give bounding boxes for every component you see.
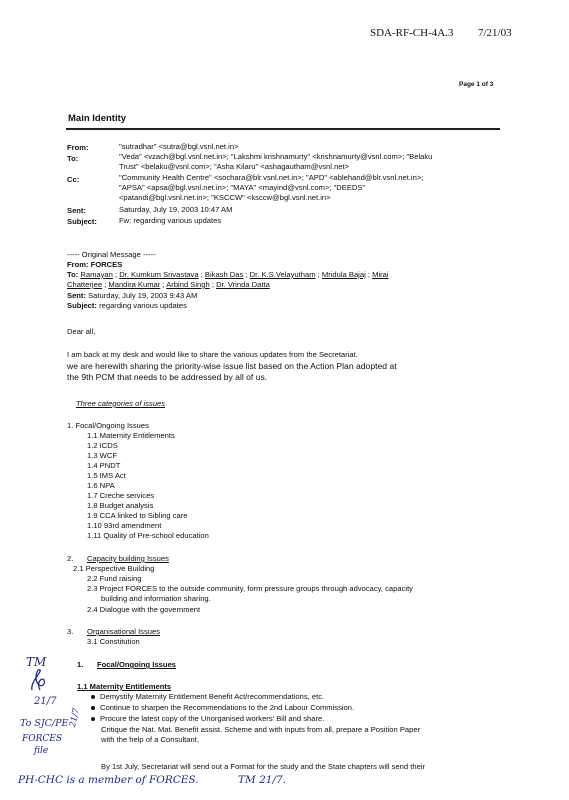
section-1-number: 1. [77, 660, 84, 669]
original-to: To: Ramayan ; Dr. Kumkum Srivastava ; Bikash Das ; Dr. K.S.Velayutham ; Mridula Bajaj ; Mirai [67, 270, 389, 279]
handwritten-initials: TM [26, 655, 47, 669]
handwritten-routing: To SJC/PE [20, 718, 69, 729]
list-item: 1.3 WCF [87, 451, 117, 460]
handwritten-file: file [34, 746, 49, 756]
bullet-icon [91, 695, 95, 699]
original-subject-value: regarding various updates [99, 301, 187, 310]
category-2-title: Capacity building Issues [87, 554, 169, 563]
section-1-1-title: 1.1 Maternity Entitlements [77, 682, 172, 691]
original-to-line-2: Chatterjee ; Mandira Kumar ; Arbind Singh ; Dr. Vrinda Datta [67, 280, 270, 289]
recipient-link[interactable]: Arbind Singh [166, 280, 210, 289]
list-item: 2.2 Fund raising [87, 574, 142, 583]
list-item: 1.8 Budget analysis [87, 501, 154, 510]
cc-value-3: <patandi@bgl.vsnl.net.in>; "KSCCW" <ksccw@bgl.vsnl.net.in> [119, 193, 331, 202]
list-item: 2.1 Perspective Building [73, 564, 155, 573]
from-label: From: [67, 143, 89, 152]
recipient-link[interactable]: Bikash Das [204, 270, 244, 279]
original-message-marker: ----- Original Message ----- [67, 250, 156, 259]
list-item: 1.10 93rd amendment [87, 521, 162, 530]
categories-heading: Three categories of issues [76, 399, 166, 408]
subject-label: Subject: [67, 217, 97, 226]
recipient-link[interactable]: Dr. K.S.Velayutham [249, 270, 316, 279]
section-1-title: Focal/Ongoing Issues [97, 660, 176, 669]
document-date: 7/21/03 [478, 27, 512, 39]
list-item: 1.7 Creche services [87, 491, 155, 500]
bullet-icon [91, 706, 95, 710]
list-item: 1.6 NPA [87, 481, 115, 490]
original-subject-label: Subject: [67, 301, 97, 310]
original-subject [67, 301, 187, 310]
list-item: 1.4 PNDT [87, 461, 121, 470]
section-1-last-line: By 1st July, Secretariat will send out a Format for the study and the State chapters will send their [101, 762, 426, 771]
recipient-link[interactable]: Mridula Bajaj [321, 270, 366, 279]
to-value-2: Trust" <belaku@vsnl.com>; "Asha Kilaru" <ashagautham@vsnl.net> [119, 162, 350, 171]
list-item: 1.9 CCA linked to Sibling care [87, 511, 188, 520]
bullet-item-4-line-1: Critique the Nat. Mat. Benefit assist. Scheme and with inputs from all, prepare a Position Paper [101, 725, 421, 734]
bullet-item [91, 692, 324, 701]
body-paragraph-2-line-1: we are herewith sharing the priority-wise issue list based on the Action Plan adopted at [67, 361, 397, 371]
sent-value: Saturday, July 19, 2003 10:47 AM [119, 205, 233, 214]
bullet-item [91, 703, 354, 712]
document-code: SDA-RF-CH-4A.3 [370, 27, 454, 39]
category-1-title: 1. Focal/Ongoing Issues [67, 421, 149, 430]
list-item: 1.5 IMS Act [87, 471, 126, 480]
handwritten-date-vertical: 21/7 [68, 707, 82, 729]
list-item: 1.1 Maternity Entitlements [87, 431, 175, 440]
original-from-value: FORCES [90, 260, 123, 269]
original-sent-value: Saturday, July 19, 2003 9:43 AM [88, 291, 198, 300]
original-from [67, 260, 122, 269]
original-to-label: To: [67, 270, 79, 279]
list-item: 2.3 Project FORCES to the outside community, form pressure groups through advocacy, capacity [87, 584, 413, 593]
to-value-1: "Veda" <vzach@bgl.vsnl.net.in>; "Lakshmi krishnamurty" <krishnamurty@vsnl.com>; "Belaku [119, 152, 433, 161]
subject-value: Fw: regarding various updates [119, 216, 222, 225]
to-label: To: [67, 154, 79, 163]
handwritten-note: PH-CHC is a member of FORCES. [18, 774, 199, 786]
bullet-text: Demystify Maternity Entitlement Benefit Act/recommendations, etc. [100, 692, 325, 701]
bullet-item-4-line-2: with the help of a Consultant. [101, 735, 199, 744]
list-item: building and information sharing. [101, 594, 211, 603]
handwritten-forces: FORCES [22, 734, 63, 744]
bullet-icon [91, 717, 95, 721]
list-item: 1.11 Quality of Pre-school education [87, 531, 209, 540]
original-sent-label: Sent: [67, 291, 86, 300]
list-item: 1.2 ICDS [87, 441, 118, 450]
recipient-link[interactable]: Mandira Kumar [108, 280, 161, 289]
handwritten-signature-icon [28, 668, 50, 694]
category-3-number: 3. [67, 627, 74, 636]
handwritten-signoff: TM 21/7. [238, 774, 287, 786]
cc-value-1: "Community Health Centre" <sochara@blr.vsnl.net.in>; "APD" <ablehand@blr.vsnl.net.in>; [119, 173, 424, 182]
recipient-link[interactable]: Dr. Vrinda Datta [216, 280, 270, 289]
original-from-label: From: [67, 260, 89, 269]
list-item: 3.1 Constitution [87, 637, 140, 646]
sent-label: Sent: [67, 206, 86, 215]
handwritten-date: 21/7 [34, 696, 57, 707]
recipient-link[interactable]: Ramayan [80, 270, 113, 279]
category-2-number: 2. [67, 554, 74, 563]
bullet-text: Continue to sharpen the Recommendations to the 2nd Labour Commission. [100, 703, 355, 712]
greeting: Dear all, [67, 327, 96, 336]
recipient-link[interactable]: Mirai [372, 270, 389, 279]
identity-title: Main Identity [68, 113, 127, 124]
recipient-link[interactable]: Chatterjee [67, 280, 103, 289]
category-3-title: Organisational Issues [87, 627, 161, 636]
bullet-item [91, 714, 324, 723]
cc-value-2: "APSA" <apsa@bgl.vsnl.net.in>; "MAYA" <mayind@vsnl.com>; "DEEDS" [119, 183, 366, 192]
page-number: Page 1 of 3 [459, 81, 494, 88]
body-paragraph-2-line-2: the 9th PCM that needs to be addressed by all of us. [67, 372, 268, 382]
cc-label: Cc: [67, 175, 80, 184]
body-paragraph-1: I am back at my desk and would like to share the various updates from the Secretariat. [67, 350, 358, 359]
identity-rule [66, 128, 500, 130]
recipient-link[interactable]: Dr. Kumkum Srivastava [119, 270, 199, 279]
original-sent [67, 291, 197, 300]
bullet-text: Procure the latest copy of the Unorganised workers' Bill and share. [100, 714, 325, 723]
from-value: "sutradhar" <sutra@bgl.vsnl.net.in> [119, 142, 239, 151]
list-item: 2.4 Dialogue with the government [87, 605, 201, 614]
